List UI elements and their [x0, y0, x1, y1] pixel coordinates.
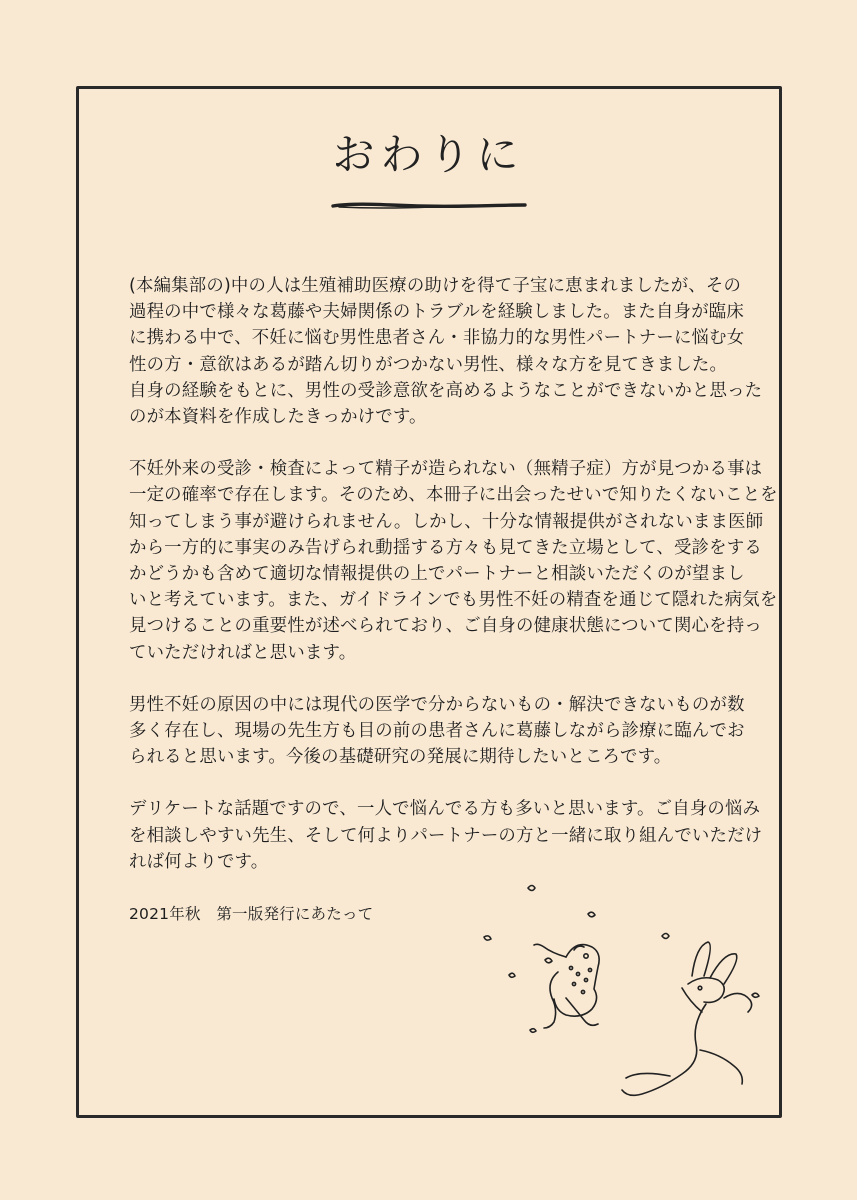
text-line: いと考えています。また、ガイドラインでも男性不妊の精査を通じて隠れた病気を — [129, 590, 778, 611]
paragraph-2 — [129, 456, 778, 666]
text-line: 見つけることの重要性が述べられており、ご自身の健康状態について関心を持っ — [129, 616, 762, 637]
text-line: 性の方・意欲はあるが踏ん切りがつかない男性、様々な方を見てきました。 — [129, 354, 728, 375]
text-line: から一方的に事実のみ告げられ動揺する方々も見てきた立場として、受診をする — [129, 537, 762, 558]
text-line: 知ってしまう事が避けられません。しかし、十分な情報提供がされないまま医師 — [129, 511, 764, 532]
text-line: デリケートな話題ですので、一人で悩んでる方も多いと思います。ご自身の悩み — [129, 799, 761, 820]
text-line: ていただければと思います。 — [129, 642, 357, 663]
frog-and-rabbit-illustration — [470, 880, 790, 1110]
paragraph-3 — [129, 692, 745, 771]
text-line: 自身の経験をもとに、男性の受診意欲を高めるようなことができないかと思った — [129, 380, 763, 401]
text-line: のが本資料を作成したきっかけです。 — [129, 407, 427, 428]
text-line: れば何よりです。 — [129, 851, 269, 872]
paragraph-4 — [129, 796, 763, 875]
text-line: 不妊外来の受診・検査によって精子が造られない（無精子症）方が見つかる事は — [129, 459, 763, 480]
paragraph-1 — [129, 273, 763, 430]
text-line: 男性不妊の原因の中には現代の医学で分からないもの・解決できないものが数 — [129, 694, 745, 715]
signature: 2021年秋 第一版発行にあたって — [129, 905, 374, 924]
text-line: られると思います。今後の基礎研究の発展に期待したいところです。 — [129, 747, 672, 768]
title-underline — [331, 200, 527, 212]
text-line: 過程の中で様々な葛藤や夫婦関係のトラブルを経験しました。また自身が臨床 — [129, 302, 744, 323]
text-line: 一定の確率で存在します。そのため、本冊子に出会ったせいで知りたくないことを — [129, 485, 778, 506]
text-line: に携わる中で、不妊に悩む男性患者さん・非協力的な男性パートナーに悩む女 — [129, 328, 745, 349]
text-line: (本編集部の)中の人は生殖補助医療の助けを得て子宝に恵まれましたが、その — [129, 276, 742, 296]
text-line: かどうかも含めて適切な情報提供の上でパートナーと相談いただくのが望まし — [129, 564, 745, 585]
text-line: を相談しやすい先生、そして何よりパートナーの方と一緒に取り組んでいただけ — [129, 825, 763, 846]
body-text — [129, 273, 778, 927]
text-line: 多く存在し、現場の先生方も目の前の患者さんに葛藤しながら診療に臨んでお — [129, 721, 745, 742]
page-title: おわりに — [332, 130, 525, 179]
